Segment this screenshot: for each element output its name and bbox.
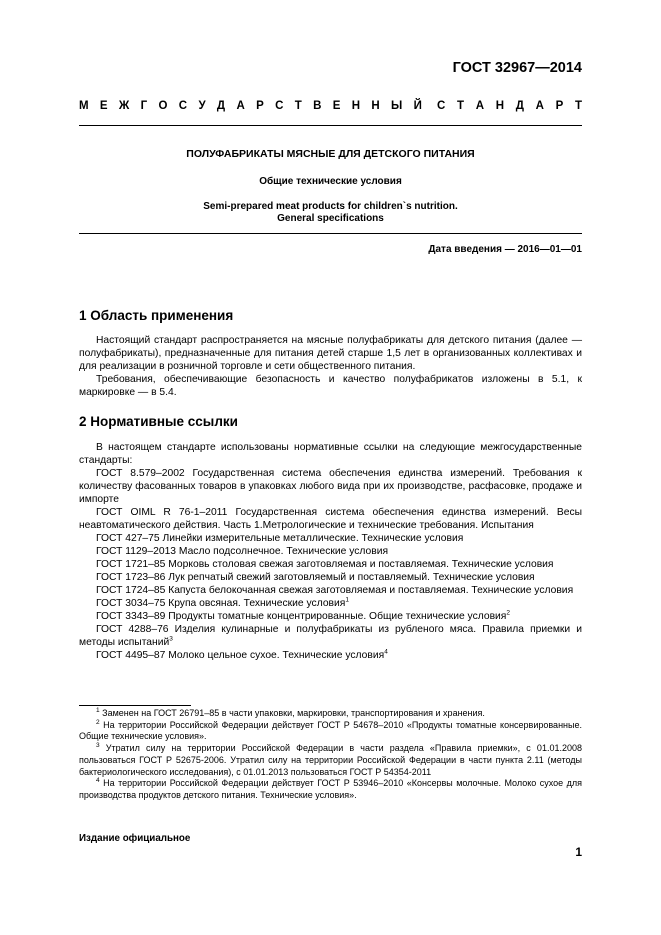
footnote-marker: 2 [506,609,511,617]
banner-letter: Р [256,100,264,112]
footnote-text: Заменен на ГОСТ 26791–85 в части упаковки, маркировки, транспортирования и хранения. [102,708,485,718]
reference-item [79,506,582,532]
reference-text: ГОСТ 8.579–2002 Государственная система обеспечения единства измерений. Требования к количеству фасованных товаров в упаковках любого вида при их производстве, расфасовке, продаже и импорте [79,468,582,505]
footnotes [79,708,582,802]
scope-paragraph: Настоящий стандарт распространяется на мясные полуфабрикаты для детского питания (далее — полуфабрикаты), предназначенные для питания детей старше 1,5 лет в организованных коллективах и для реализации в розничной торговле и сети общественного питания. [79,335,582,372]
reference-text: ГОСТ 1129–2013 Масло подсолнечное. Технические условия [96,546,389,557]
banner-word-standard [437,100,582,112]
standard-type-banner [79,100,582,112]
footnote-item [79,708,582,720]
reference-text: ГОСТ OIML R 76-1–2011 Государственная система обеспечения единства измерений. Весы неавтоматического действия. Часть 1.Метрологические и технические требования. Испытания [79,507,582,531]
banner-letter: Т [457,100,465,112]
footnote-marker: 1 [345,596,349,604]
reference-item [79,649,582,662]
footnote-marker: 4 [384,648,388,656]
normative-references-body [79,441,582,662]
banner-letter: Т [294,100,302,112]
reference-text: ГОСТ 4495–87 Молоко цельное сухое. Технические условия [96,650,385,661]
section-heading-normative-references: 2 Нормативные ссылки [79,414,238,429]
footnote-number: 3 [96,742,100,750]
english-title [79,201,582,225]
reference-item [79,558,582,571]
banner-letter: А [475,100,485,112]
header-divider [79,125,582,126]
reference-item [79,545,582,558]
banner-letter: Т [574,100,582,112]
banner-letter: Е [332,100,341,112]
banner-letter: Н [495,100,505,112]
banner-word-interstate [79,100,422,112]
footnote-text: На территории Российской Федерации действует ГОСТ Р 54678–2010 «Продукты томатные консервированные. Общие технические условия». [79,719,582,742]
introduction-date: Дата введения — 2016—01—01 [428,244,582,255]
document-title: ПОЛУФАБРИКАТЫ МЯСНЫЕ ДЛЯ ДЕТСКОГО ПИТАНИЯ [186,148,475,160]
banner-letter: С [437,100,446,112]
banner-letter: Г [140,100,148,112]
section-heading-scope: 1 Область применения [79,308,234,323]
banner-letter: У [198,100,206,112]
english-title-line-1: Semi-prepared meat products for children`s nutrition. [203,201,458,212]
english-title-line-2: General specifications [277,213,384,224]
document-subtitle: Общие технические условия [259,176,402,187]
footnote-number: 2 [96,718,100,726]
banner-letter: А [535,100,544,112]
reference-item [79,571,582,584]
title-divider [79,233,582,234]
reference-item [79,584,582,597]
banner-letter: О [158,100,168,112]
reference-text: ГОСТ 3034–75 Крупа овсяная. Технические условия [96,598,346,609]
footnote-text: На территории Российской Федерации действует ГОСТ Р 53946–2010 «Консервы молочные. Молоко сухое для производства продуктов детского питания. Технические условия». [79,778,582,800]
banner-letter: М [79,100,89,112]
reference-item [79,467,582,506]
banner-letter: Н [371,100,380,112]
banner-letter: Д [216,100,226,112]
banner-letter: Ы [391,100,403,112]
banner-letter: Й [413,100,422,112]
reference-item [79,597,582,610]
footnote-item [79,720,582,743]
banner-letter: Н [351,100,361,112]
banner-letter: Р [555,100,564,112]
reference-item [79,610,582,623]
footnote-item [79,743,582,778]
footnote-divider [79,705,191,706]
banner-letter: Ж [118,100,130,112]
scope-body [79,334,582,399]
reference-text: ГОСТ 4288–76 Изделия кулинарные и полуфабрикаты из рубленого мяса. Правила приемки и методы испытаний [79,624,582,648]
reference-text: ГОСТ 1723–86 Лук репчатый свежий заготовляемый и поставляемый. Технические условия [96,572,535,583]
page-number: 1 [575,845,582,859]
reference-item [79,532,582,545]
references-intro: В настоящем стандарте использованы нормативные ссылки на следующие межгосударственные стандарты: [79,442,582,466]
reference-item [79,623,582,649]
banner-letter: Д [515,100,524,112]
reference-text: ГОСТ 1721–85 Морковь столовая свежая заготовляемая и поставляемая. Технические условия [96,559,554,570]
footnote-item [79,778,582,801]
banner-letter: С [178,100,188,112]
scope-paragraph: Требования, обеспечивающие безопасность и качество полуфабрикатов изложены в 5.1, к маркировке — в 5.4. [79,374,582,398]
reference-text: ГОСТ 3343–89 Продукты томатные концентрированные. Общие технические условия [96,611,507,622]
footnote-marker: 3 [169,635,173,643]
banner-letter: Е [99,100,108,112]
footnote-number: 4 [96,777,100,785]
footnote-number: 1 [96,707,100,714]
banner-letter: В [313,100,322,112]
gost-number: ГОСТ 32967—2014 [452,60,582,76]
banner-letter: А [236,100,245,112]
banner-letter: С [275,100,284,112]
reference-text: ГОСТ 1724–85 Капуста белокочанная свежая заготовляемая и поставляемая. Технические условия [96,585,574,596]
reference-text: ГОСТ 427–75 Линейки измерительные металлические. Технические условия [96,533,464,544]
official-edition-label: Издание официальное [79,833,191,844]
footnote-text: Утратил силу на территории Российской Федерации в части раздела «Правила приемки», с 01.01.2008 пользоваться ГОСТ Р 52675-2006. Утратил силу на территории Российской Федерации в части пункта 2.11 (методы бактериологического исследования), с 01.01.2013 пользоваться ГОСТ Р 54354-2011 [79,743,582,777]
